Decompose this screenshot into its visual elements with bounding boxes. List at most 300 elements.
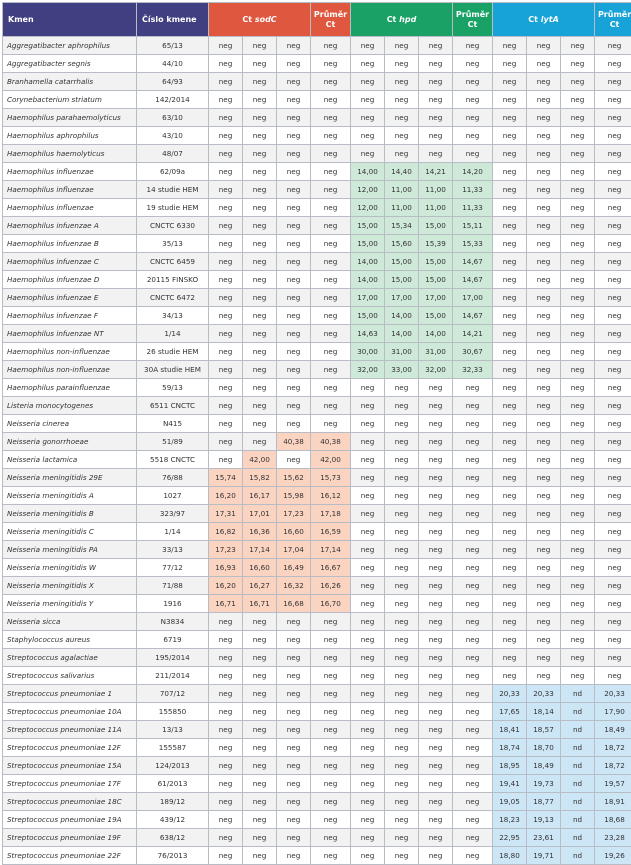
table-row bbox=[3, 469, 631, 487]
hpd-ct-cell: 14,63 bbox=[351, 325, 385, 343]
lyta-ct-cell: neg bbox=[561, 109, 595, 127]
table-row bbox=[3, 127, 631, 145]
hpd-ct-cell: neg bbox=[385, 793, 419, 811]
lyta-ct-cell: nd bbox=[561, 685, 595, 703]
hpd-average-cell: neg bbox=[453, 685, 493, 703]
lyta-ct-cell: nd bbox=[561, 829, 595, 847]
strain-number-cell: 1027 bbox=[137, 487, 209, 505]
table-row bbox=[3, 811, 631, 829]
hpd-ct-cell: 12,00 bbox=[351, 181, 385, 199]
hpd-ct-cell: neg bbox=[385, 469, 419, 487]
lyta-ct-cell: 19,13 bbox=[527, 811, 561, 829]
table-row bbox=[3, 307, 631, 325]
hpd-ct-cell: 32,00 bbox=[419, 361, 453, 379]
hpd-ct-cell: neg bbox=[351, 73, 385, 91]
hpd-ct-cell: 14,00 bbox=[419, 325, 453, 343]
hpd-ct-cell: 15,60 bbox=[385, 235, 419, 253]
hpd-ct-cell: neg bbox=[351, 379, 385, 397]
lyta-average-cell: neg bbox=[595, 235, 631, 253]
lyta-ct-cell: neg bbox=[561, 307, 595, 325]
lyta-ct-cell: neg bbox=[527, 541, 561, 559]
table-row bbox=[3, 55, 631, 73]
hpd-ct-cell: neg bbox=[385, 433, 419, 451]
sodc-ct-cell: 16,71 bbox=[209, 595, 243, 613]
lyta-ct-cell: neg bbox=[561, 361, 595, 379]
hpd-ct-cell: neg bbox=[351, 613, 385, 631]
sodc-ct-cell: neg bbox=[209, 343, 243, 361]
table-row bbox=[3, 667, 631, 685]
hpd-ct-cell: neg bbox=[419, 649, 453, 667]
hpd-ct-cell: neg bbox=[351, 685, 385, 703]
hpd-average-cell: neg bbox=[453, 55, 493, 73]
table-row bbox=[3, 559, 631, 577]
sodc-average-cell: 17,14 bbox=[311, 541, 351, 559]
lyta-ct-cell: neg bbox=[493, 667, 527, 685]
sodc-average-cell: 16,26 bbox=[311, 577, 351, 595]
strain-number-cell: 6719 bbox=[137, 631, 209, 649]
lyta-ct-cell: neg bbox=[527, 505, 561, 523]
sodc-average-cell: neg bbox=[311, 235, 351, 253]
hpd-average-cell: neg bbox=[453, 613, 493, 631]
hpd-ct-cell: 15,00 bbox=[351, 217, 385, 235]
hpd-average-cell: neg bbox=[453, 379, 493, 397]
strain-number-cell: 124/2013 bbox=[137, 757, 209, 775]
lyta-ct-cell: nd bbox=[561, 703, 595, 721]
hpd-ct-cell: 15,39 bbox=[419, 235, 453, 253]
hpd-ct-cell: neg bbox=[419, 37, 453, 55]
sodc-ct-cell: neg bbox=[277, 847, 311, 865]
table-row bbox=[3, 271, 631, 289]
lyta-ct-cell: neg bbox=[527, 271, 561, 289]
lyta-ct-cell: neg bbox=[561, 631, 595, 649]
sodc-average-cell: neg bbox=[311, 325, 351, 343]
sodc-ct-cell: neg bbox=[243, 91, 277, 109]
sodc-ct-cell: neg bbox=[243, 847, 277, 865]
lyta-ct-cell: neg bbox=[493, 541, 527, 559]
table-row bbox=[3, 757, 631, 775]
hpd-average-cell: neg bbox=[453, 541, 493, 559]
strain-name-cell: Streptococcus pneumoniae 15A bbox=[3, 757, 137, 775]
sodc-ct-cell: 16,68 bbox=[277, 595, 311, 613]
sodc-ct-cell: neg bbox=[243, 613, 277, 631]
lyta-average-cell: 18,68 bbox=[595, 811, 631, 829]
lyta-ct-cell: neg bbox=[493, 487, 527, 505]
strain-number-cell: 638/12 bbox=[137, 829, 209, 847]
sodc-ct-cell: neg bbox=[209, 451, 243, 469]
hpd-average-cell: neg bbox=[453, 433, 493, 451]
lyta-average-cell: neg bbox=[595, 415, 631, 433]
hpd-average-cell: neg bbox=[453, 127, 493, 145]
hpd-ct-cell: 14,00 bbox=[351, 271, 385, 289]
lyta-ct-cell: 18,95 bbox=[493, 757, 527, 775]
lyta-average-cell: neg bbox=[595, 145, 631, 163]
table-row bbox=[3, 361, 631, 379]
hpd-ct-cell: neg bbox=[419, 541, 453, 559]
sodc-average-cell: neg bbox=[311, 721, 351, 739]
lyta-ct-cell: neg bbox=[561, 649, 595, 667]
lyta-ct-cell: neg bbox=[561, 577, 595, 595]
sodc-ct-cell: 40,38 bbox=[277, 433, 311, 451]
lyta-ct-cell: neg bbox=[493, 307, 527, 325]
lyta-ct-cell: neg bbox=[527, 235, 561, 253]
hpd-ct-cell: 17,00 bbox=[385, 289, 419, 307]
hpd-ct-cell: neg bbox=[351, 37, 385, 55]
sodc-average-cell: neg bbox=[311, 613, 351, 631]
sodc-ct-cell: neg bbox=[209, 163, 243, 181]
sodc-ct-cell: neg bbox=[209, 91, 243, 109]
sodc-average-cell: neg bbox=[311, 829, 351, 847]
hpd-ct-cell: neg bbox=[385, 631, 419, 649]
strain-number-cell: 5518 CNCTC bbox=[137, 451, 209, 469]
hpd-ct-cell: neg bbox=[385, 487, 419, 505]
sodc-ct-cell: 16,60 bbox=[243, 559, 277, 577]
sodc-average-cell: neg bbox=[311, 37, 351, 55]
sodc-ct-cell: neg bbox=[277, 811, 311, 829]
sodc-ct-cell: neg bbox=[243, 127, 277, 145]
strain-number-cell: 1916 bbox=[137, 595, 209, 613]
hpd-average-cell: neg bbox=[453, 469, 493, 487]
lyta-average-cell: neg bbox=[595, 361, 631, 379]
sodc-ct-cell: neg bbox=[277, 235, 311, 253]
hpd-ct-cell: 11,00 bbox=[385, 199, 419, 217]
lyta-ct-cell: neg bbox=[493, 55, 527, 73]
lyta-average-cell: neg bbox=[595, 289, 631, 307]
sodc-ct-cell: neg bbox=[277, 181, 311, 199]
lyta-ct-cell: 22,95 bbox=[493, 829, 527, 847]
hpd-ct-cell: neg bbox=[419, 559, 453, 577]
lyta-ct-cell: neg bbox=[527, 397, 561, 415]
strain-number-cell: N415 bbox=[137, 415, 209, 433]
hpd-ct-cell: neg bbox=[419, 523, 453, 541]
strain-number-cell: 61/2013 bbox=[137, 775, 209, 793]
lyta-ct-cell: neg bbox=[561, 163, 595, 181]
strain-number-cell: 155850 bbox=[137, 703, 209, 721]
sodc-ct-cell: 17,04 bbox=[277, 541, 311, 559]
sodc-ct-cell: 16,27 bbox=[243, 577, 277, 595]
lyta-ct-cell: neg bbox=[493, 577, 527, 595]
strain-name-cell: Neisseria gonorrhoeae bbox=[3, 433, 137, 451]
sodc-ct-cell: neg bbox=[209, 109, 243, 127]
sodc-ct-cell: 15,98 bbox=[277, 487, 311, 505]
sodc-ct-cell: neg bbox=[277, 631, 311, 649]
sodc-ct-cell: neg bbox=[243, 37, 277, 55]
hpd-ct-cell: neg bbox=[385, 55, 419, 73]
sodc-ct-cell: neg bbox=[243, 379, 277, 397]
lyta-ct-cell: neg bbox=[561, 91, 595, 109]
strain-number-cell: 59/13 bbox=[137, 379, 209, 397]
table-row bbox=[3, 523, 631, 541]
sodc-ct-cell: neg bbox=[277, 289, 311, 307]
sodc-ct-cell: neg bbox=[277, 613, 311, 631]
strain-number-cell: 211/2014 bbox=[137, 667, 209, 685]
hpd-ct-cell: neg bbox=[419, 685, 453, 703]
lyta-ct-cell: nd bbox=[561, 721, 595, 739]
sodc-ct-cell: neg bbox=[243, 757, 277, 775]
hpd-ct-cell: neg bbox=[351, 793, 385, 811]
hpd-ct-cell: neg bbox=[385, 127, 419, 145]
sodc-ct-cell: 16,20 bbox=[209, 577, 243, 595]
strain-number-cell: 44/10 bbox=[137, 55, 209, 73]
lyta-ct-cell: nd bbox=[561, 811, 595, 829]
sodc-ct-cell: neg bbox=[243, 667, 277, 685]
hpd-ct-cell: 15,00 bbox=[419, 271, 453, 289]
lyta-average-cell: neg bbox=[595, 325, 631, 343]
sodc-ct-cell: neg bbox=[209, 703, 243, 721]
hpd-ct-cell: neg bbox=[385, 415, 419, 433]
lyta-ct-cell: neg bbox=[527, 667, 561, 685]
lyta-ct-cell: neg bbox=[527, 379, 561, 397]
sodc-ct-cell: neg bbox=[209, 667, 243, 685]
sodc-ct-cell: neg bbox=[243, 649, 277, 667]
hpd-ct-cell: neg bbox=[385, 775, 419, 793]
sodc-ct-cell: neg bbox=[209, 235, 243, 253]
sodc-ct-cell: neg bbox=[277, 667, 311, 685]
sodc-average-cell: neg bbox=[311, 181, 351, 199]
hpd-ct-cell: 15,00 bbox=[419, 253, 453, 271]
table-row bbox=[3, 181, 631, 199]
hpd-ct-cell: neg bbox=[351, 847, 385, 865]
hpd-ct-cell: neg bbox=[385, 541, 419, 559]
strain-name-cell: Neisseria lactamica bbox=[3, 451, 137, 469]
lyta-ct-cell: neg bbox=[527, 163, 561, 181]
table-row bbox=[3, 37, 631, 55]
strain-name-cell: Streptococcus pneumoniae 19A bbox=[3, 811, 137, 829]
sodc-ct-cell: neg bbox=[277, 379, 311, 397]
hpd-average-cell: 14,20 bbox=[453, 163, 493, 181]
sodc-ct-cell: neg bbox=[277, 721, 311, 739]
sodc-ct-cell: neg bbox=[209, 739, 243, 757]
hpd-average-cell: neg bbox=[453, 703, 493, 721]
hpd-ct-cell: 14,21 bbox=[419, 163, 453, 181]
hpd-ct-cell: neg bbox=[385, 109, 419, 127]
hpd-ct-cell: neg bbox=[351, 397, 385, 415]
lyta-ct-cell: neg bbox=[561, 451, 595, 469]
hpd-average-cell: 30,67 bbox=[453, 343, 493, 361]
hpd-ct-cell: neg bbox=[351, 433, 385, 451]
hpd-ct-cell: neg bbox=[385, 649, 419, 667]
sodc-ct-cell: neg bbox=[209, 775, 243, 793]
hpd-ct-cell: neg bbox=[385, 37, 419, 55]
sodc-average-cell: neg bbox=[311, 253, 351, 271]
header-ct-lyta bbox=[493, 3, 595, 37]
table-header-row bbox=[3, 3, 631, 37]
sodc-ct-cell: neg bbox=[243, 361, 277, 379]
lyta-ct-cell: 19,71 bbox=[527, 847, 561, 865]
sodc-ct-cell: neg bbox=[277, 253, 311, 271]
table-row bbox=[3, 343, 631, 361]
sodc-ct-cell: neg bbox=[243, 343, 277, 361]
hpd-ct-cell: 15,00 bbox=[385, 271, 419, 289]
lyta-ct-cell: neg bbox=[493, 361, 527, 379]
sodc-ct-cell: neg bbox=[209, 847, 243, 865]
lyta-ct-cell: neg bbox=[493, 595, 527, 613]
hpd-ct-cell: neg bbox=[419, 415, 453, 433]
lyta-ct-cell: neg bbox=[561, 613, 595, 631]
hpd-ct-cell: 15,00 bbox=[419, 307, 453, 325]
hpd-ct-cell: neg bbox=[419, 793, 453, 811]
lyta-ct-cell: neg bbox=[561, 145, 595, 163]
hpd-ct-cell: 17,00 bbox=[351, 289, 385, 307]
sodc-ct-cell: neg bbox=[277, 73, 311, 91]
lyta-ct-cell: neg bbox=[527, 145, 561, 163]
hpd-ct-cell: neg bbox=[419, 703, 453, 721]
lyta-ct-cell: neg bbox=[527, 559, 561, 577]
lyta-ct-cell: neg bbox=[493, 235, 527, 253]
hpd-ct-cell: neg bbox=[385, 379, 419, 397]
hpd-ct-cell: 12,00 bbox=[351, 199, 385, 217]
sodc-ct-cell: neg bbox=[277, 55, 311, 73]
strain-name-cell: Streptococcus pneumoniae 11A bbox=[3, 721, 137, 739]
hpd-ct-cell: neg bbox=[351, 469, 385, 487]
hpd-ct-cell: neg bbox=[419, 109, 453, 127]
hpd-ct-cell: neg bbox=[351, 451, 385, 469]
hpd-ct-cell: neg bbox=[419, 379, 453, 397]
lyta-ct-cell: neg bbox=[561, 343, 595, 361]
sodc-ct-cell: neg bbox=[209, 415, 243, 433]
strain-name-cell: Streptococcus pneumoniae 17F bbox=[3, 775, 137, 793]
lyta-ct-cell: neg bbox=[527, 289, 561, 307]
strain-name-cell: Haemophilus non-influenzae bbox=[3, 361, 137, 379]
sodc-average-cell: neg bbox=[311, 757, 351, 775]
lyta-ct-cell: 18,77 bbox=[527, 793, 561, 811]
table-row bbox=[3, 847, 631, 865]
hpd-average-cell: neg bbox=[453, 847, 493, 865]
lyta-ct-cell: neg bbox=[493, 613, 527, 631]
sodc-average-cell: neg bbox=[311, 361, 351, 379]
lyta-ct-cell: neg bbox=[527, 523, 561, 541]
strain-number-cell: 34/13 bbox=[137, 307, 209, 325]
sodc-ct-cell: neg bbox=[277, 343, 311, 361]
strain-number-cell: CNCTC 6330 bbox=[137, 217, 209, 235]
table-row bbox=[3, 235, 631, 253]
table-row bbox=[3, 289, 631, 307]
lyta-ct-cell: neg bbox=[493, 325, 527, 343]
sodc-ct-cell: neg bbox=[209, 325, 243, 343]
table-row bbox=[3, 649, 631, 667]
sodc-ct-cell: neg bbox=[277, 325, 311, 343]
sodc-ct-cell: neg bbox=[209, 289, 243, 307]
sodc-average-cell: 17,18 bbox=[311, 505, 351, 523]
lyta-ct-cell: neg bbox=[527, 415, 561, 433]
lyta-ct-cell: neg bbox=[561, 397, 595, 415]
lyta-average-cell: 23,28 bbox=[595, 829, 631, 847]
hpd-ct-cell: 11,00 bbox=[385, 181, 419, 199]
sodc-ct-cell: neg bbox=[243, 829, 277, 847]
lyta-ct-cell: neg bbox=[561, 415, 595, 433]
lyta-average-cell: 18,91 bbox=[595, 793, 631, 811]
lyta-average-cell: neg bbox=[595, 469, 631, 487]
lyta-ct-cell: neg bbox=[493, 199, 527, 217]
strain-name-cell: Corynebacterium striatum bbox=[3, 91, 137, 109]
lyta-average-cell: neg bbox=[595, 451, 631, 469]
lyta-average-cell: neg bbox=[595, 523, 631, 541]
sodc-ct-cell: neg bbox=[209, 217, 243, 235]
sodc-average-cell: neg bbox=[311, 289, 351, 307]
sodc-ct-cell: 16,49 bbox=[277, 559, 311, 577]
table-row bbox=[3, 685, 631, 703]
hpd-ct-cell: neg bbox=[419, 91, 453, 109]
hpd-ct-cell: neg bbox=[385, 559, 419, 577]
lyta-ct-cell: neg bbox=[527, 199, 561, 217]
lyta-average-cell: neg bbox=[595, 91, 631, 109]
lyta-average-cell: neg bbox=[595, 631, 631, 649]
hpd-average-cell: neg bbox=[453, 109, 493, 127]
strain-name-cell: Neisseria meningitidis C bbox=[3, 523, 137, 541]
lyta-ct-cell: nd bbox=[561, 739, 595, 757]
strain-name-cell: Neisseria meningitidis PA bbox=[3, 541, 137, 559]
strain-number-cell: 1/14 bbox=[137, 523, 209, 541]
sodc-ct-cell: neg bbox=[277, 271, 311, 289]
hpd-average-cell: neg bbox=[453, 523, 493, 541]
hpd-ct-cell: neg bbox=[385, 703, 419, 721]
strain-number-cell: 51/89 bbox=[137, 433, 209, 451]
lyta-average-cell: neg bbox=[595, 397, 631, 415]
hpd-average-cell: neg bbox=[453, 739, 493, 757]
hpd-ct-cell: neg bbox=[419, 487, 453, 505]
sodc-ct-cell: neg bbox=[277, 361, 311, 379]
hpd-ct-cell: neg bbox=[351, 577, 385, 595]
table-row bbox=[3, 775, 631, 793]
hpd-ct-cell: neg bbox=[419, 667, 453, 685]
lyta-ct-cell: neg bbox=[493, 289, 527, 307]
sodc-ct-cell: neg bbox=[243, 55, 277, 73]
hpd-ct-cell: neg bbox=[419, 397, 453, 415]
lyta-ct-cell: neg bbox=[527, 127, 561, 145]
sodc-ct-cell: neg bbox=[277, 163, 311, 181]
strain-number-cell: 30A studie HEM bbox=[137, 361, 209, 379]
header-hpd-prumer: Průměr Ct bbox=[453, 3, 493, 37]
lyta-average-cell: neg bbox=[595, 181, 631, 199]
strain-number-cell: 1/14 bbox=[137, 325, 209, 343]
sodc-ct-cell: neg bbox=[243, 325, 277, 343]
sodc-ct-cell: neg bbox=[243, 703, 277, 721]
sodc-ct-cell: neg bbox=[277, 91, 311, 109]
hpd-ct-cell: neg bbox=[419, 73, 453, 91]
lyta-average-cell: neg bbox=[595, 199, 631, 217]
hpd-ct-cell: neg bbox=[385, 829, 419, 847]
strain-name-cell: Haemophilus infuenzae E bbox=[3, 289, 137, 307]
sodc-ct-cell: neg bbox=[277, 451, 311, 469]
lyta-average-cell: neg bbox=[595, 307, 631, 325]
sodc-ct-cell: 16,17 bbox=[243, 487, 277, 505]
lyta-ct-cell: neg bbox=[527, 325, 561, 343]
hpd-ct-cell: neg bbox=[385, 91, 419, 109]
sodc-ct-cell: neg bbox=[209, 649, 243, 667]
sodc-average-cell: neg bbox=[311, 775, 351, 793]
sodc-ct-cell: neg bbox=[277, 415, 311, 433]
hpd-ct-cell: neg bbox=[351, 91, 385, 109]
sodc-ct-cell: neg bbox=[277, 127, 311, 145]
sodc-ct-cell: 42,00 bbox=[243, 451, 277, 469]
header-lyta-prumer: Průměr Ct bbox=[595, 3, 631, 37]
table-row bbox=[3, 109, 631, 127]
sodc-average-cell: neg bbox=[311, 91, 351, 109]
hpd-ct-cell: neg bbox=[351, 523, 385, 541]
table-row bbox=[3, 577, 631, 595]
strain-number-cell: 155587 bbox=[137, 739, 209, 757]
sodc-ct-cell: neg bbox=[243, 415, 277, 433]
table-row bbox=[3, 505, 631, 523]
table-row bbox=[3, 415, 631, 433]
sodc-ct-cell: neg bbox=[243, 253, 277, 271]
header-ct-lyta-prefix: Ct bbox=[528, 15, 540, 24]
lyta-ct-cell: neg bbox=[527, 37, 561, 55]
sodc-ct-cell: neg bbox=[243, 235, 277, 253]
sodc-ct-cell: neg bbox=[277, 685, 311, 703]
hpd-ct-cell: 15,00 bbox=[351, 235, 385, 253]
strain-number-cell: 35/13 bbox=[137, 235, 209, 253]
lyta-average-cell: neg bbox=[595, 613, 631, 631]
